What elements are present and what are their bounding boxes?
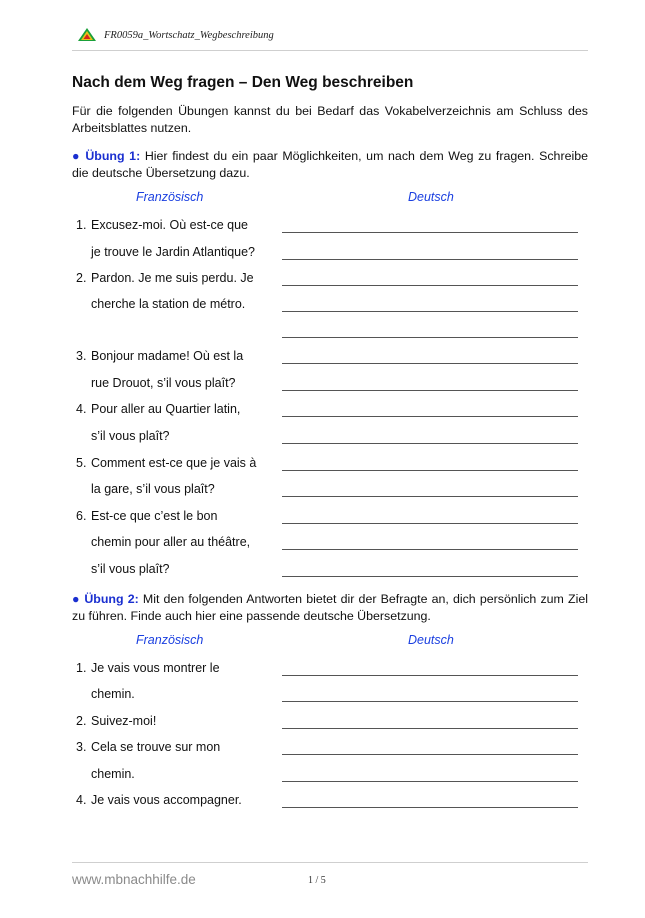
- answer-line[interactable]: [282, 285, 578, 286]
- list-item: 2. Suivez-moi!: [76, 714, 157, 728]
- list-item: 4. Pour aller au Quartier latin,: [76, 402, 241, 416]
- answer-line[interactable]: [282, 754, 578, 755]
- list-item: 4. Je vais vous accompagner.: [76, 793, 242, 807]
- answer-line[interactable]: [282, 363, 578, 364]
- list-item: 1. Je vais vous montrer le: [76, 661, 220, 675]
- answer-line[interactable]: [282, 675, 578, 676]
- footer-website: www.mbnachhilfe.de: [72, 872, 196, 887]
- list-item: chemin pour aller au théâtre,: [91, 535, 251, 549]
- list-item: 6. Est-ce que c’est le bon: [76, 509, 218, 523]
- list-item: 1. Excusez-moi. Où est-ce que: [76, 218, 249, 232]
- exercise2-label: Übung 2:: [84, 592, 139, 606]
- answer-line[interactable]: [282, 443, 578, 444]
- footer-divider: [72, 862, 588, 863]
- list-item: 2. Pardon. Je me suis perdu. Je: [76, 271, 254, 285]
- list-item: s’il vous plaît?: [91, 429, 170, 443]
- answer-line[interactable]: [282, 470, 578, 471]
- intro-text: Für die folgenden Übungen kannst du bei Bedarf das Vokabelverzeichnis am Schluss des Arbeitsblattes nutzen.: [72, 104, 588, 135]
- page-number: 1 / 5: [308, 875, 326, 886]
- column-header-german: Deutsch: [408, 190, 454, 204]
- list-item: chemin.: [91, 687, 135, 701]
- logo-icon: [78, 28, 96, 42]
- document-id: FR0059a_Wortschatz_Wegbeschreibung: [104, 29, 274, 41]
- exercise1-text: Hier findest du ein paar Möglichkeiten, um nach dem Weg zu fragen. Schreibe die deutsche Übersetzung dazu.: [72, 149, 588, 180]
- list-item: s’il vous plaît?: [91, 562, 170, 576]
- exercise1-label: Übung 1:: [85, 149, 141, 163]
- column-header-french: Französisch: [136, 190, 204, 204]
- page-title: Nach dem Weg fragen – Den Weg beschreiben: [72, 74, 414, 91]
- answer-line[interactable]: [282, 232, 578, 233]
- exercise1-instruction: [72, 148, 588, 182]
- list-item: chemin.: [91, 767, 135, 781]
- list-item: 3. Cela se trouve sur mon: [76, 740, 221, 754]
- exercise2-instruction: [72, 591, 588, 625]
- answer-line[interactable]: [282, 549, 578, 550]
- answer-line[interactable]: [282, 807, 578, 808]
- header-divider: [72, 50, 588, 51]
- page-header: [78, 26, 274, 44]
- answer-line[interactable]: [282, 337, 578, 338]
- answer-line[interactable]: [282, 523, 578, 524]
- answer-line[interactable]: [282, 311, 578, 312]
- answer-line[interactable]: [282, 259, 578, 260]
- exercise2-text: Mit den folgenden Antworten bietet dir der Befragte an, dich persönlich zum Ziel zu führen. Finde auch hier eine passende deutsche Übersetzung.: [72, 592, 588, 623]
- list-item: je trouve le Jardin Atlantique?: [91, 245, 255, 259]
- answer-line[interactable]: [282, 701, 578, 702]
- answer-line[interactable]: [282, 416, 578, 417]
- answer-line[interactable]: [282, 728, 578, 729]
- list-item: 5. Comment est-ce que je vais à: [76, 456, 257, 470]
- answer-line[interactable]: [282, 576, 578, 577]
- column-header-french: Französisch: [136, 633, 204, 647]
- list-item: 3. Bonjour madame! Où est la: [76, 349, 244, 363]
- answer-line[interactable]: [282, 390, 578, 391]
- list-item: la gare, s’il vous plaît?: [91, 482, 215, 496]
- list-item: rue Drouot, s’il vous plaît?: [91, 376, 236, 390]
- list-item: cherche la station de métro.: [91, 297, 246, 311]
- column-header-german: Deutsch: [408, 633, 454, 647]
- answer-line[interactable]: [282, 496, 578, 497]
- bullet-icon: ●: [72, 592, 81, 606]
- bullet-icon: ●: [72, 149, 81, 163]
- answer-line[interactable]: [282, 781, 578, 782]
